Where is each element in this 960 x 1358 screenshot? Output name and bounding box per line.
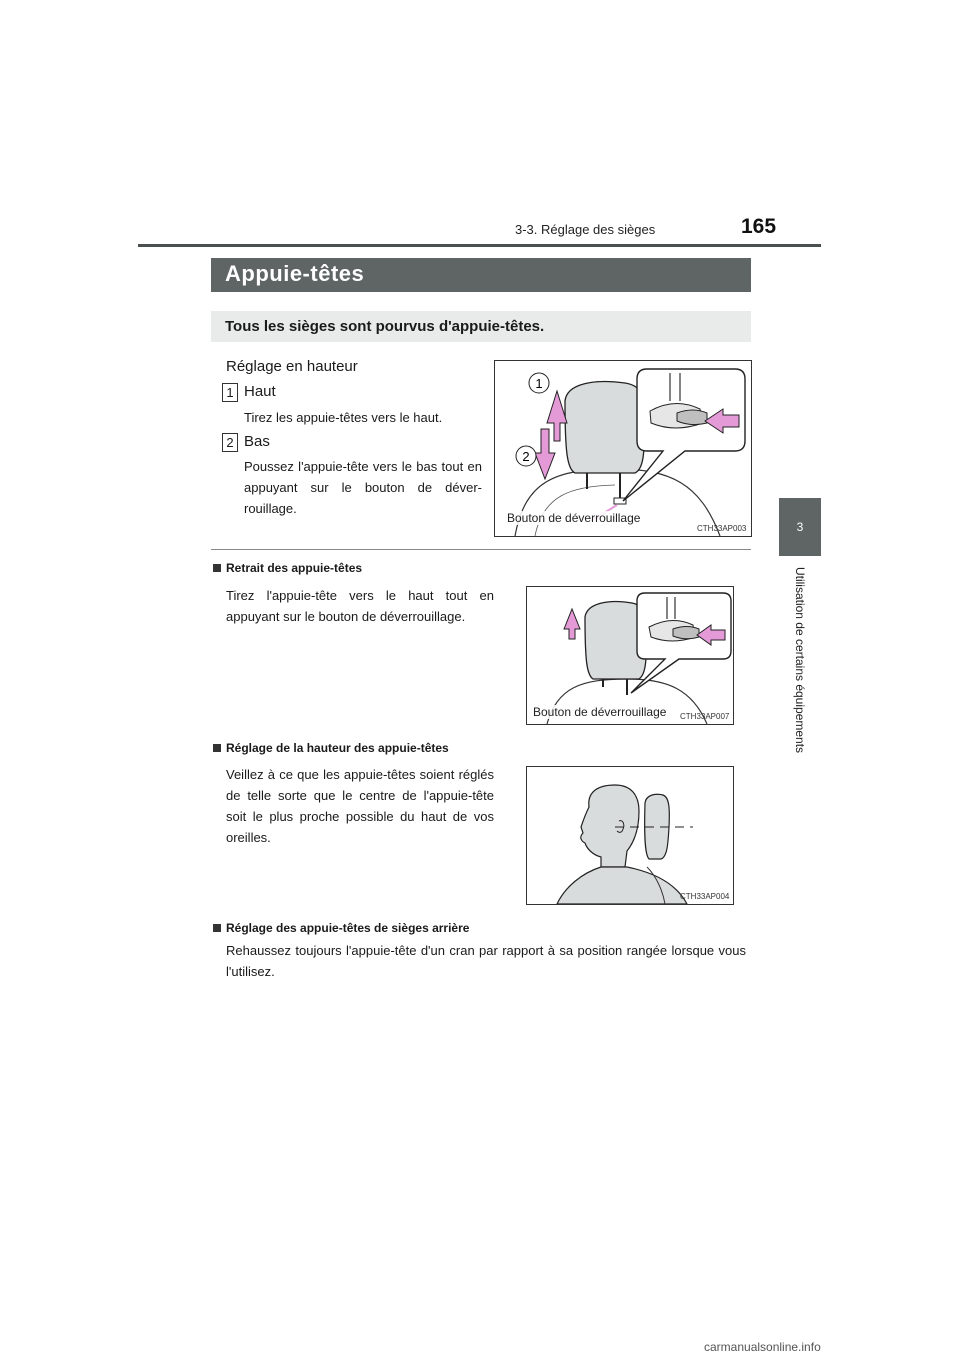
figure-head-position — [526, 766, 734, 905]
section-heading-removal: Retrait des appuie-têtes — [213, 561, 362, 575]
header-divider — [138, 244, 821, 247]
figure-code: CTH33AP007 — [680, 712, 730, 721]
step-label-down: Bas — [244, 433, 270, 450]
section-heading-height: Réglage de la hauteur des appuie-têtes — [213, 741, 449, 755]
release-button-label: Bouton de déverrouillage — [507, 511, 641, 525]
bullet-square — [213, 564, 221, 572]
headrest-illustration — [495, 361, 751, 536]
section-text-removal: Tirez l'appuie-tête vers le haut tout en appuyant sur le bouton de déverrouillage. — [226, 588, 494, 624]
step-number-1: 1 — [222, 383, 238, 402]
height-adjust-heading: Réglage en hauteur — [226, 358, 358, 375]
figure-headrest-height — [494, 360, 752, 537]
callout-2: 2 — [522, 449, 530, 464]
page-subtitle: Tous les sièges sont pourvus d'appuie-têtes. — [225, 318, 545, 335]
step-label-up: Haut — [244, 383, 276, 400]
chapter-number: 3 — [796, 520, 804, 534]
section-divider — [211, 549, 751, 550]
step-number-2: 2 — [222, 433, 238, 452]
bullet-square — [213, 744, 221, 752]
figure-headrest-removal — [526, 586, 734, 725]
page-title: Appuie-têtes — [225, 261, 365, 286]
section-text-rear: Rehaussez toujours l'appuie-tête d'un cran par rapport à sa position rangée lorsque vous l'utilisez. — [226, 943, 746, 979]
step-text-down: Poussez l'appuie-tête vers le bas tout en appuyant sur le bouton de déver-rouillage. — [244, 459, 482, 516]
callout-1: 1 — [535, 376, 543, 391]
headrest-removal-illustration — [527, 587, 733, 724]
section-heading-rear: Réglage des appuie-têtes de sièges arrière — [213, 921, 469, 935]
figure-code: CTH33AP003 — [697, 524, 747, 533]
head-position-illustration — [527, 767, 733, 904]
section-breadcrumb: 3-3. Réglage des sièges — [515, 222, 656, 237]
bullet-square — [213, 924, 221, 932]
page-number: 165 — [741, 215, 777, 238]
footer-watermark: carmanualsonline.info — [704, 1340, 821, 1354]
chapter-tab[interactable] — [779, 498, 821, 556]
step-text-up: Tirez les appuie-têtes vers le haut. — [244, 410, 443, 425]
chapter-title: Utilisation de certains équipements — [793, 566, 807, 754]
figure-code: CTH33AP004 — [680, 892, 730, 901]
section-text-height: Veillez à ce que les appuie-têtes soient réglés de telle sorte que le centre de l'appuie-tête soit le plus proche possible du haut de vos oreilles. — [226, 767, 494, 845]
release-button-label: Bouton de déverrouillage — [533, 705, 667, 719]
